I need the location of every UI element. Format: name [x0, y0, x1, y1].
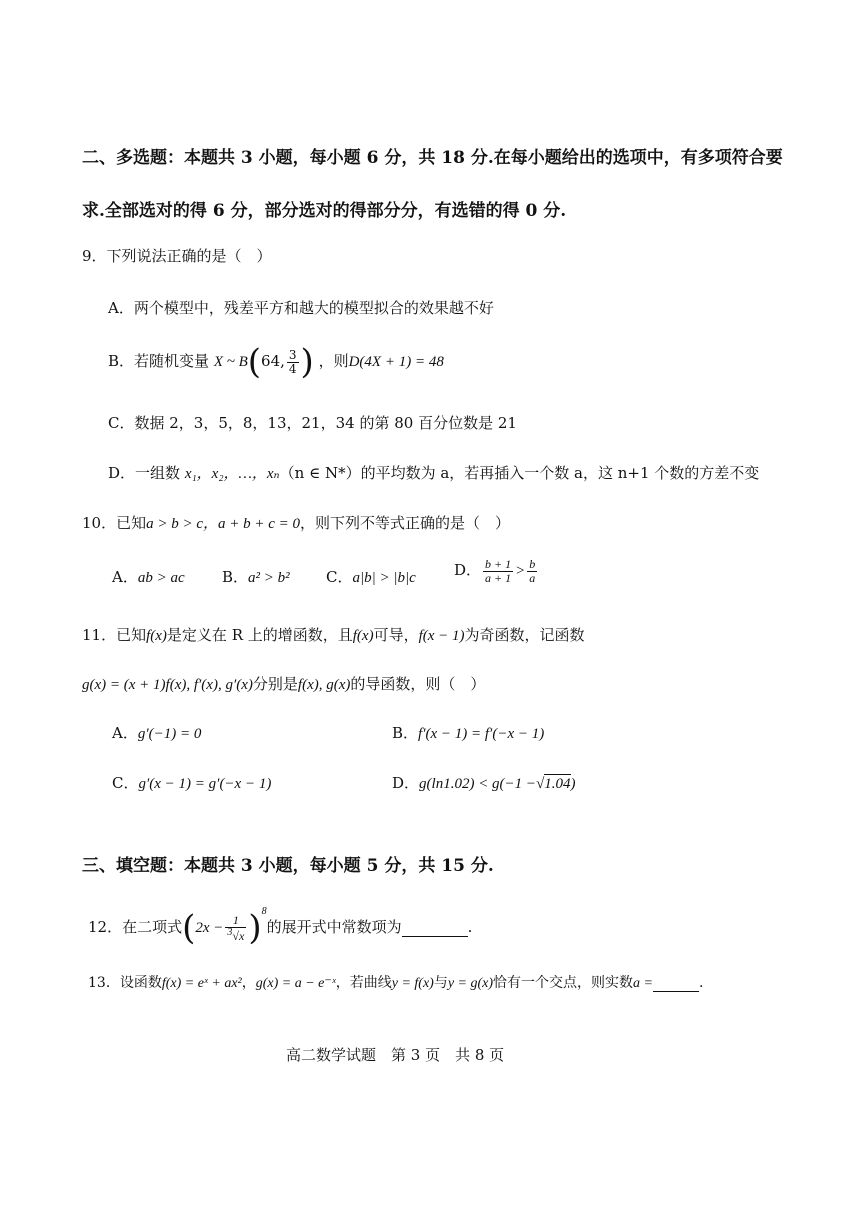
option-label: D． [392, 774, 420, 792]
fraction-right [527, 558, 537, 584]
q13-curve1: y = f(x) [391, 976, 434, 991]
q13-end: . [698, 975, 704, 991]
option-label: A． [112, 724, 138, 742]
left-paren: ( [182, 908, 196, 948]
q10-option-c [326, 566, 416, 587]
right-paren: ) [300, 342, 314, 382]
q9-option-b-expr: D(4X + 1) = 48 [348, 354, 444, 370]
q11-option-c [112, 772, 271, 793]
q9-option-b-n: 64, [261, 352, 285, 370]
q11-prefix: 11．已知 [82, 626, 147, 644]
q10-stem-post: ，则下列不等式正确的是（ ） [300, 514, 511, 532]
answer-blank[interactable] [402, 918, 468, 937]
q11-line1 [82, 624, 585, 645]
option-label: B． [222, 568, 249, 586]
q11-mid2: 可导， [373, 626, 419, 644]
option-expr: f′(x − 1) = f′(−x − 1) [418, 726, 545, 742]
q9-stem: 9．下列说法正确的是（ ） [82, 247, 272, 265]
option-label: B． [392, 724, 419, 742]
q11-f: f(x) [146, 628, 167, 644]
q12-line [88, 906, 473, 948]
q9-option-b-var: X ~ B [213, 354, 248, 370]
q9-option-d-cond: （n ∈ N*） [279, 464, 361, 482]
fraction-denominator: a + 1 [485, 570, 512, 585]
q12-end: . [467, 918, 473, 936]
q13-sep: ， [241, 975, 256, 991]
q11-post: 为奇函数，记函数 [464, 626, 585, 644]
q9-option-d [108, 462, 759, 483]
fraction-numerator: b + 1 [485, 557, 512, 571]
q13-f-expr: f(x) = eˣ + ax² [161, 976, 242, 991]
q9-option-b-mid: ，则 [318, 352, 349, 370]
q11-line2-mid: 分别是 [252, 675, 298, 693]
q10-stem-prefix: 10．已知 [82, 514, 147, 532]
q9-option-d-post: 的平均数为 a，若再插入一个数 a，这 n+1 个数的方差不变 [360, 464, 760, 482]
q11-fg-expr: f(x), g(x) [297, 677, 351, 693]
page-footer: 高二数学试题 第 3 页 共 8 页 [286, 1046, 505, 1064]
q10-option-d [454, 558, 539, 584]
q11-f2: f(x) [352, 628, 374, 644]
q9-option-b-fraction [287, 349, 299, 375]
q9-option-b [108, 342, 444, 382]
option-label: C． [112, 774, 139, 792]
section-heading-line2: 求.全部选对的得 6 分，部分选对的得部分分，有选错的得 0 分. [82, 201, 567, 221]
q12-fraction [225, 914, 246, 942]
q11-line2-post: 的导函数，则（ ） [350, 675, 486, 693]
q11-mid: 是定义在 R 上的增函数，且 [166, 626, 353, 644]
q11-f3: f(x − 1) [418, 628, 465, 644]
q11-option-b [392, 722, 544, 743]
right-paren: ) [248, 908, 262, 948]
root-index: 3 [227, 926, 233, 938]
sqrt-sign: √ [536, 776, 545, 792]
q13-g-expr: g(x) = a − e⁻ˣ [255, 976, 336, 991]
fraction-left [483, 558, 513, 584]
fraction-numerator: b [529, 557, 536, 571]
option-label: D． [454, 561, 482, 580]
option-label: A． [112, 568, 138, 586]
q13-curve2: y = g(x) [447, 976, 494, 991]
sqrt-radicand: 1.04 [544, 776, 571, 792]
q12-term1: 2x − [195, 920, 224, 936]
option-expr: g′(x − 1) = g′(−x − 1) [138, 776, 272, 792]
q11-option-a [112, 722, 201, 743]
section-heading-fill-in: 三、填空题：本题共 3 小题，每小题 5 分，共 15 分. [82, 856, 494, 876]
q13-mid: ，若曲线 [335, 975, 392, 991]
q10-option-b [222, 566, 290, 587]
option-label: C． [326, 568, 353, 586]
q9-option-d-seq: x₁，x₂，…，xₙ [184, 466, 280, 482]
q13-prefix: 13．设函数 [88, 975, 162, 991]
fraction-numerator: 1 [225, 914, 246, 928]
option-expr: g′(−1) = 0 [137, 726, 202, 742]
q11-option-d [392, 772, 576, 793]
option-expr-pre: g(ln1.02) < g(−1 − [419, 776, 537, 792]
section-heading-line1: 二、多选题：本题共 3 小题，每小题 6 分，共 18 分.在每小题给出的选项中，有多项符合要 [82, 148, 783, 168]
q12-exponent: 8 [261, 906, 267, 917]
q9-option-d-prefix: D．一组数 [108, 464, 181, 482]
greater-than: > [515, 563, 526, 580]
option-expr: a² > b² [248, 570, 290, 586]
q12-prefix: 12．在二项式 [88, 918, 183, 936]
q9-option-c: C．数据 2，3，5，8，13，21，34 的第 80 百分位数是 21 [108, 414, 517, 432]
q13-var: a = [633, 976, 653, 991]
answer-blank[interactable] [653, 975, 699, 992]
q13-with: 与 [433, 975, 448, 991]
radicand: x [238, 928, 245, 943]
fraction-denominator: $^3$√x [227, 926, 245, 943]
q13-post: 恰有一个交点，则实数 [493, 975, 634, 991]
option-expr: a|b| > |b|c [352, 570, 416, 586]
q12-post: 的展开式中常数项为 [266, 918, 402, 936]
q11-g-expr: g(x) = (x + 1)f(x), f′(x), g′(x) [82, 677, 253, 693]
q10-option-a [112, 566, 185, 587]
option-expr-post: ) [570, 776, 576, 792]
fraction-numerator: 3 [288, 347, 297, 362]
left-paren: ( [247, 342, 262, 382]
fraction-denominator: 4 [288, 361, 297, 376]
q13-line [88, 972, 703, 992]
option-expr: ab > ac [137, 570, 185, 586]
q9-option-a: A．两个模型中，残差平方和越大的模型拟合的效果越不好 [108, 299, 494, 317]
q10-stem [82, 512, 510, 533]
q9-option-b-prefix: B．若随机变量 [108, 352, 210, 370]
fraction-denominator: a [529, 570, 536, 585]
q11-line2 [82, 673, 485, 694]
q10-stem-cond: a > b > c，a + b + c = 0 [146, 516, 301, 532]
